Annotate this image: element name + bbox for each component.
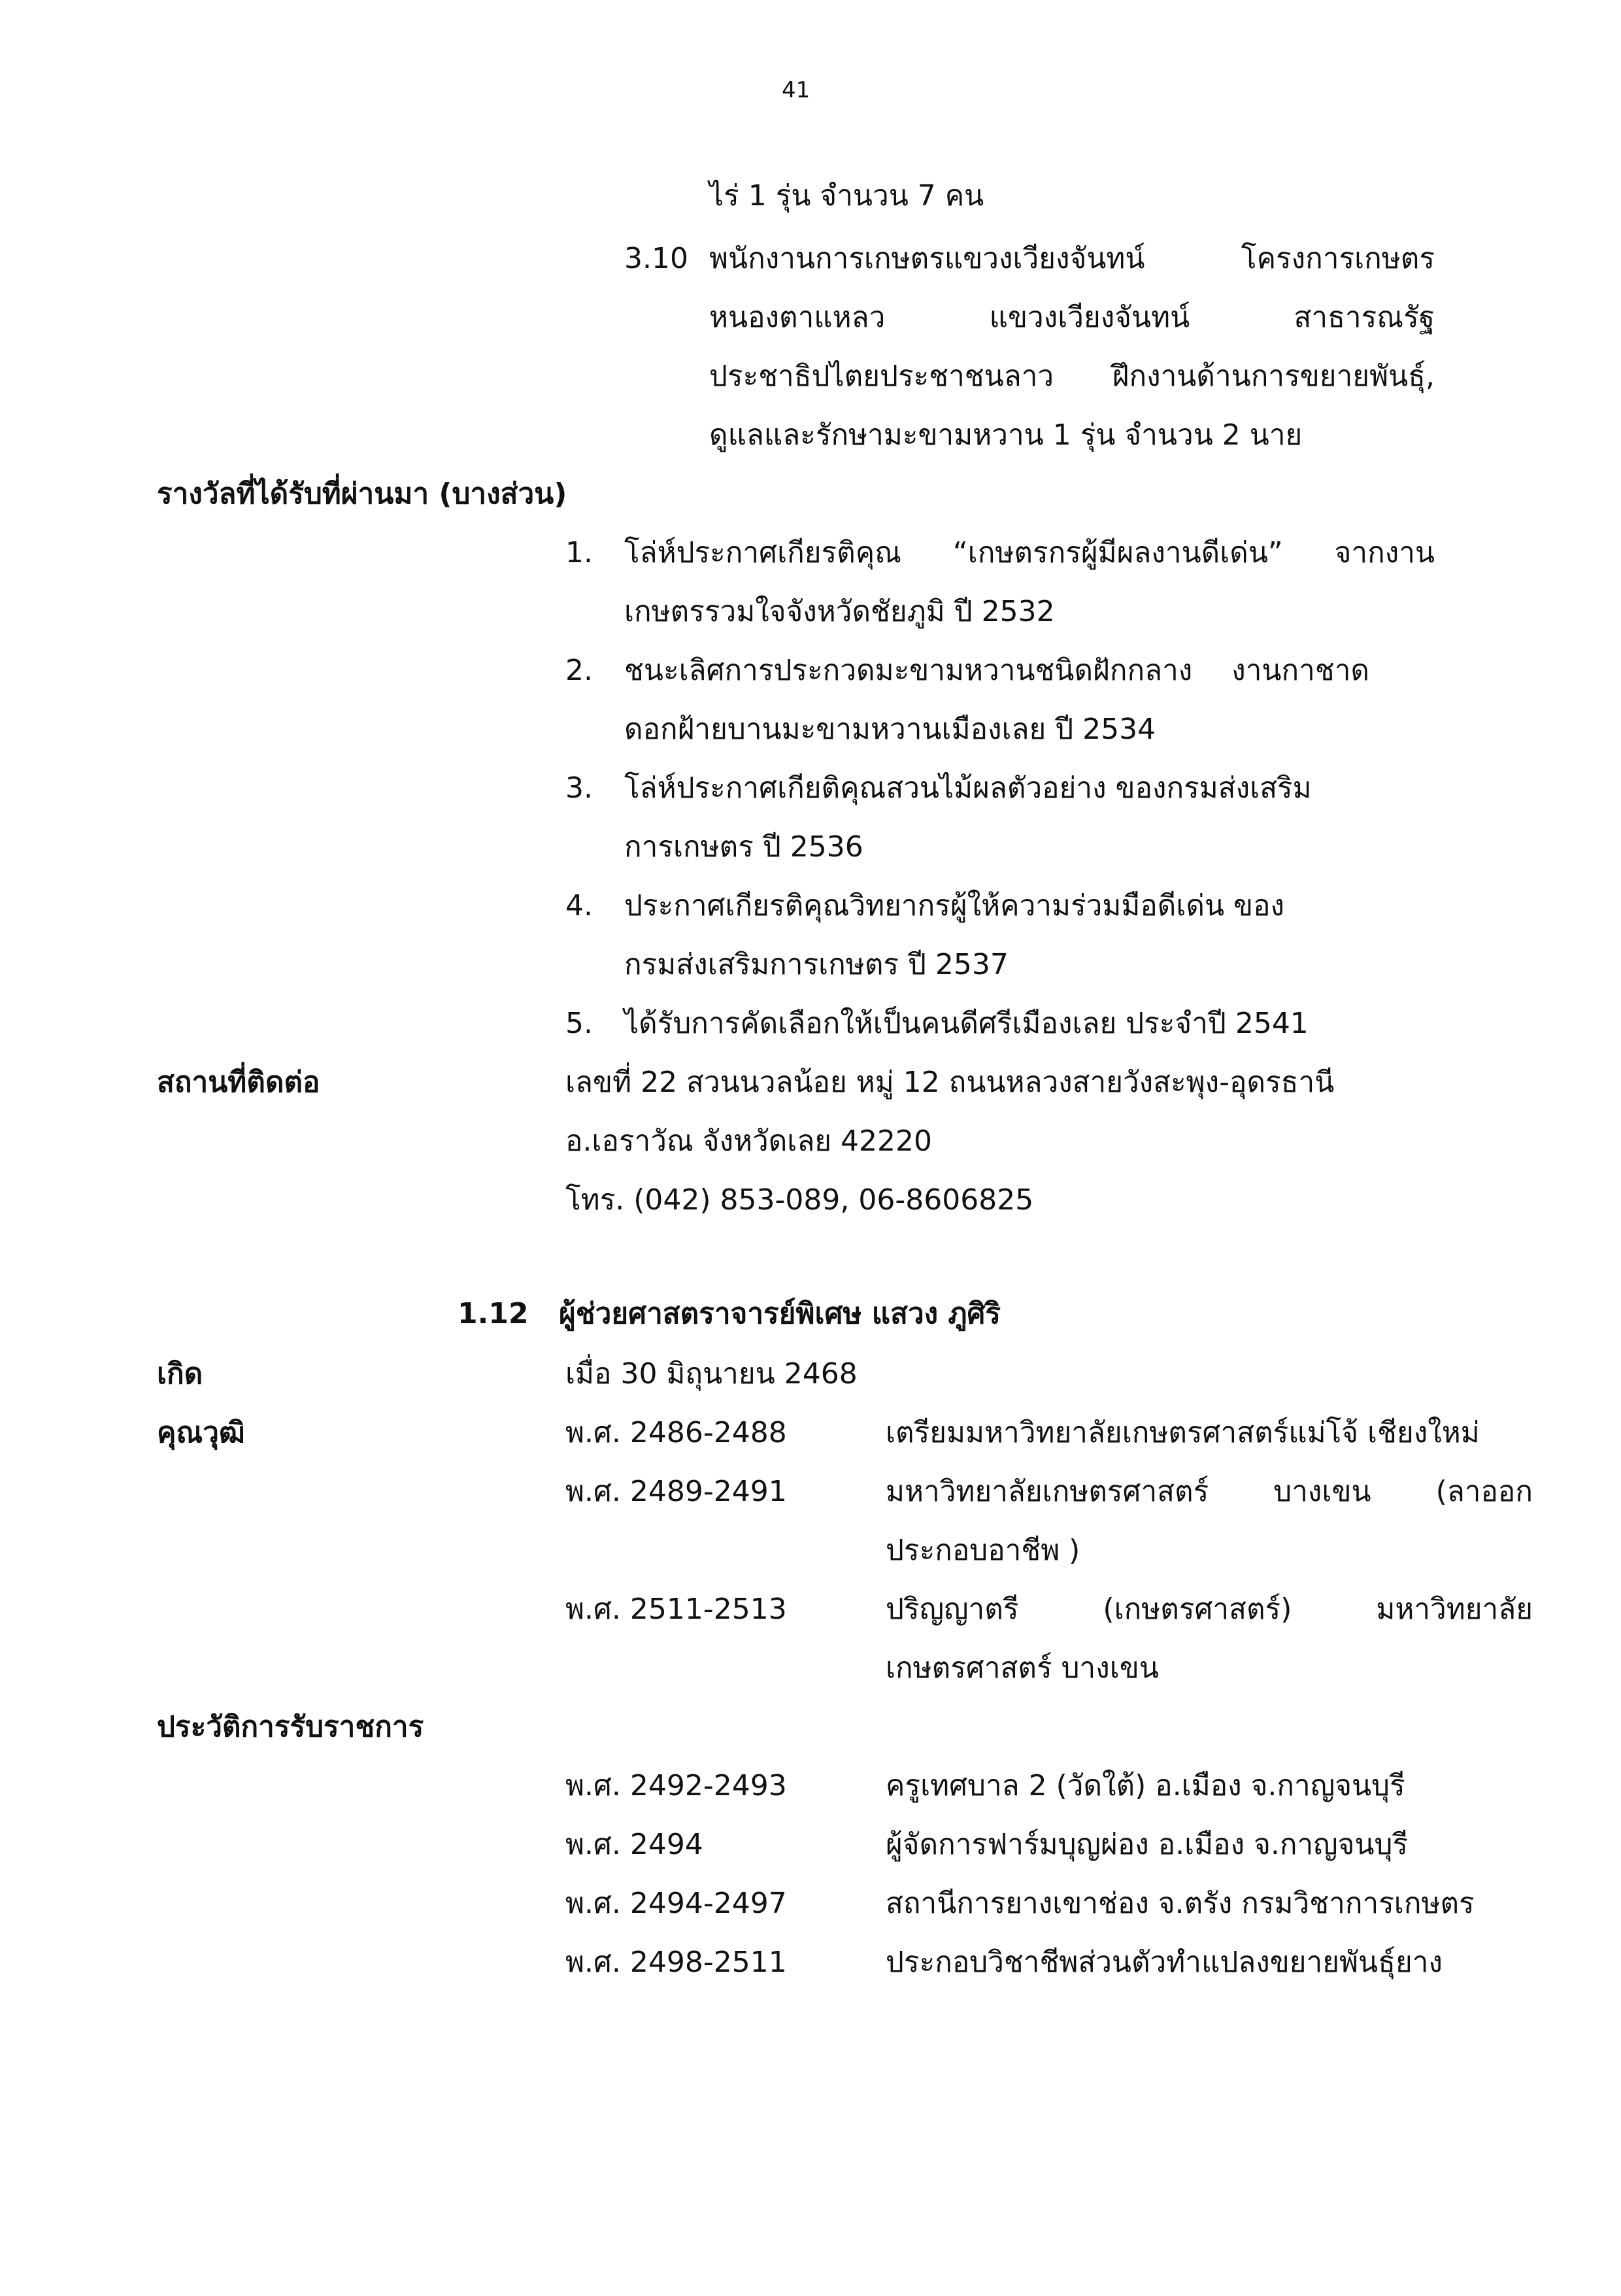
award-5-number: 5. <box>565 1007 593 1040</box>
person-name: ผู้ช่วยศาสตราจารย์พิเศษ แสวง ภูศิริ <box>559 1297 1001 1330</box>
education-2-line-1: มหาวิทยาลัยเกษตรศาสตร์ บางเขน (ลาออก <box>886 1475 1533 1508</box>
contact-line-3: โทร. (042) 853-089, 06-8606825 <box>565 1183 1034 1217</box>
service-2-text: ผู้จัดการฟาร์มบุญผ่อง อ.เมือง จ.กาญจนบุรี <box>886 1828 1409 1861</box>
education-label: คุณวุฒิ <box>157 1416 245 1449</box>
continued-line: ไร่ 1 รุ่น จำนวน 7 คน <box>709 179 984 212</box>
award-1-number: 1. <box>565 536 593 569</box>
education-3-year: พ.ศ. 2511-2513 <box>565 1593 787 1626</box>
award-5-line-1: ได้รับการคัดเลือกให้เป็นคนดีศรีเมืองเลย ประจำปี 2541 <box>624 1007 1309 1040</box>
education-1-line-1: เตรียมมหาวิทยาลัยเกษตรศาสตร์แม่โจ้ เชียงใหม่ <box>886 1416 1480 1449</box>
education-3-line-2: เกษตรศาสตร์ บางเขน <box>886 1651 1159 1685</box>
contact-line-2: อ.เอราวัณ จังหวัดเลย 42220 <box>565 1124 933 1158</box>
education-2-year: พ.ศ. 2489-2491 <box>565 1475 787 1508</box>
service-label: ประวัติการรับราชการ <box>157 1710 424 1744</box>
service-1-year: พ.ศ. 2492-2493 <box>565 1769 787 1802</box>
education-3-line-1: ปริญญาตรี (เกษตรศาสตร์) มหาวิทยาลัย <box>886 1593 1533 1626</box>
page-number: 41 <box>782 77 811 103</box>
award-2-number: 2. <box>565 654 593 687</box>
born-value: เมื่อ 30 มิถุนายน 2468 <box>565 1357 858 1391</box>
award-2-line-1: ชนะเลิศการประกวดมะขามหวานชนิดฝักกลาง งานกาชาด <box>624 654 1369 687</box>
service-3-year: พ.ศ. 2494-2497 <box>565 1887 787 1920</box>
award-4-line-1: ประกาศเกียรติคุณวิทยากรผู้ให้ความร่วมมือดีเด่น ของ <box>624 889 1285 922</box>
award-3-line-1: โล่ห์ประกาศเกียติคุณสวนไม้ผลตัวอย่าง ของกรมส่งเสริม <box>624 771 1312 805</box>
service-3-text: สถานีการยางเขาช่อง จ.ตรัง กรมวิชาการเกษตร <box>886 1887 1475 1920</box>
award-2-line-2: ดอกฝ้ายบานมะขามหวานเมืองเลย ปี 2534 <box>624 713 1156 746</box>
award-4-number: 4. <box>565 889 593 922</box>
person-section-number: 1.12 <box>458 1297 529 1330</box>
award-3-line-2: การเกษตร ปี 2536 <box>624 830 863 864</box>
item-3-10-line-1: พนักงานการเกษตรแขวงเวียงจันทน์ โครงการเกษตร <box>709 242 1435 275</box>
service-4-year: พ.ศ. 2498-2511 <box>565 1946 787 1979</box>
item-3-10-line-4: ดูแลและรักษามะขามหวาน 1 รุ่น จำนวน 2 นาย <box>709 418 1303 452</box>
education-2-line-2: ประกอบอาชีพ ) <box>886 1534 1080 1567</box>
contact-line-1: เลขที่ 22 สวนนวลน้อย หมู่ 12 ถนนหลวงสายวังสะพุง-อุดรธานี <box>565 1066 1335 1099</box>
award-4-line-2: กรมส่งเสริมการเกษตร ปี 2537 <box>624 948 1009 981</box>
awards-heading: รางวัลที่ได้รับที่ผ่านมา (บางส่วน) <box>157 477 567 511</box>
item-3-10-number: 3.10 <box>624 242 688 275</box>
born-label: เกิด <box>157 1357 203 1391</box>
award-1-line-2: เกษตรรวมใจจังหวัดชัยภูมิ ปี 2532 <box>624 595 1055 628</box>
item-3-10-line-3: ประชาธิปไตยประชาชนลาว ฝึกงานด้านการขยายพันธุ์, <box>709 360 1435 393</box>
award-1-line-1: โล่ห์ประกาศเกียรติคุณ “เกษตรกรผู้มีผลงานดีเด่น” จากงาน <box>624 536 1435 569</box>
service-2-year: พ.ศ. 2494 <box>565 1828 703 1861</box>
service-4-text: ประกอบวิชาชีพส่วนตัวทำแปลงขยายพันธุ์ยาง <box>886 1946 1443 1979</box>
contact-label: สถานที่ติดต่อ <box>157 1066 320 1099</box>
item-3-10-line-2: หนองตาแหลว แขวงเวียงจันทน์ สาธารณรัฐ <box>709 301 1435 334</box>
service-1-text: ครูเทศบาล 2 (วัดใต้) อ.เมือง จ.กาญจนบุรี <box>886 1769 1405 1802</box>
award-3-number: 3. <box>565 771 593 805</box>
education-1-year: พ.ศ. 2486-2488 <box>565 1416 787 1449</box>
